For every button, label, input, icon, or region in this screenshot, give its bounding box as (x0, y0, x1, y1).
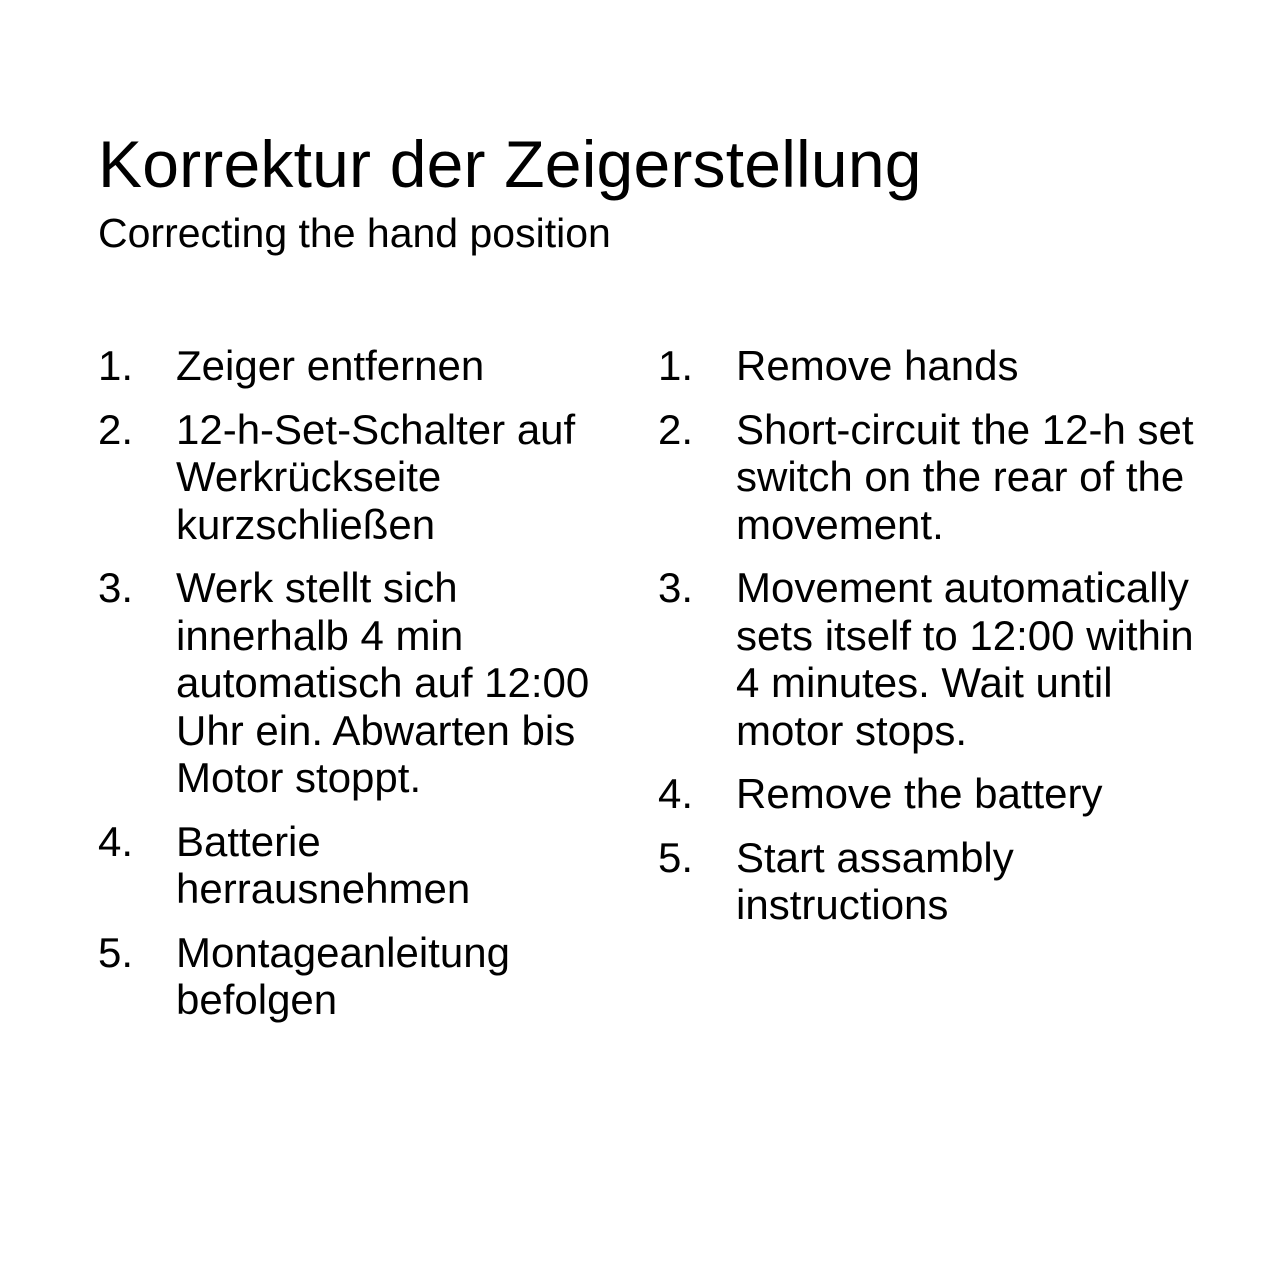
list-item (98, 342, 618, 390)
list-item-text: Montageanleitung befolgen (176, 928, 510, 1023)
list-item-number: 2. (98, 405, 134, 453)
list-item-text: Remove the battery (736, 770, 1103, 817)
list-item-text: Batterie herrausnehmen (176, 817, 471, 912)
german-instructions-list (98, 342, 618, 1040)
list-item-number: 4. (98, 817, 134, 865)
list-item (658, 834, 1198, 929)
list-item (658, 770, 1198, 818)
list-item-text: Zeiger entfernen (176, 342, 485, 389)
list-item (658, 564, 1198, 754)
list-item (658, 342, 1198, 390)
list-item-number: 5. (98, 928, 134, 976)
list-item (98, 406, 618, 549)
list-item (98, 929, 618, 1024)
english-instructions-list (658, 342, 1198, 945)
list-item-text: Remove hands (736, 342, 1019, 389)
list-item-number: 1. (98, 342, 134, 389)
list-item-number: 1. (658, 342, 694, 389)
list-item (658, 406, 1198, 549)
list-item-text: Werk stellt sich innerhalb 4 min automatisch auf 12:00 Uhr ein. Abwarten bis Motor stoppt. (176, 564, 590, 801)
list-item-number: 4. (658, 770, 694, 817)
list-item-number: 2. (658, 405, 694, 453)
list-item-text: Movement automatically sets itself to 12:00 within 4 minutes. Wait until motor stops. (736, 564, 1194, 754)
list-item (98, 564, 618, 802)
list-item-text: Short-circuit the 12-h set switch on the rear of the movement. (736, 405, 1194, 548)
page-subtitle: Correcting the hand position (98, 210, 611, 256)
list-item-number: 3. (658, 564, 694, 611)
list-item-text: 12-h-Set-Schalter auf Werkrückseite kurzschließen (176, 405, 576, 548)
page-title: Korrektur der Zeigerstellung (98, 127, 922, 201)
list-item (98, 818, 618, 913)
list-item-number: 3. (98, 564, 134, 611)
list-item-number: 5. (658, 833, 694, 881)
list-item-text: Start assambly instructions (736, 833, 1014, 928)
